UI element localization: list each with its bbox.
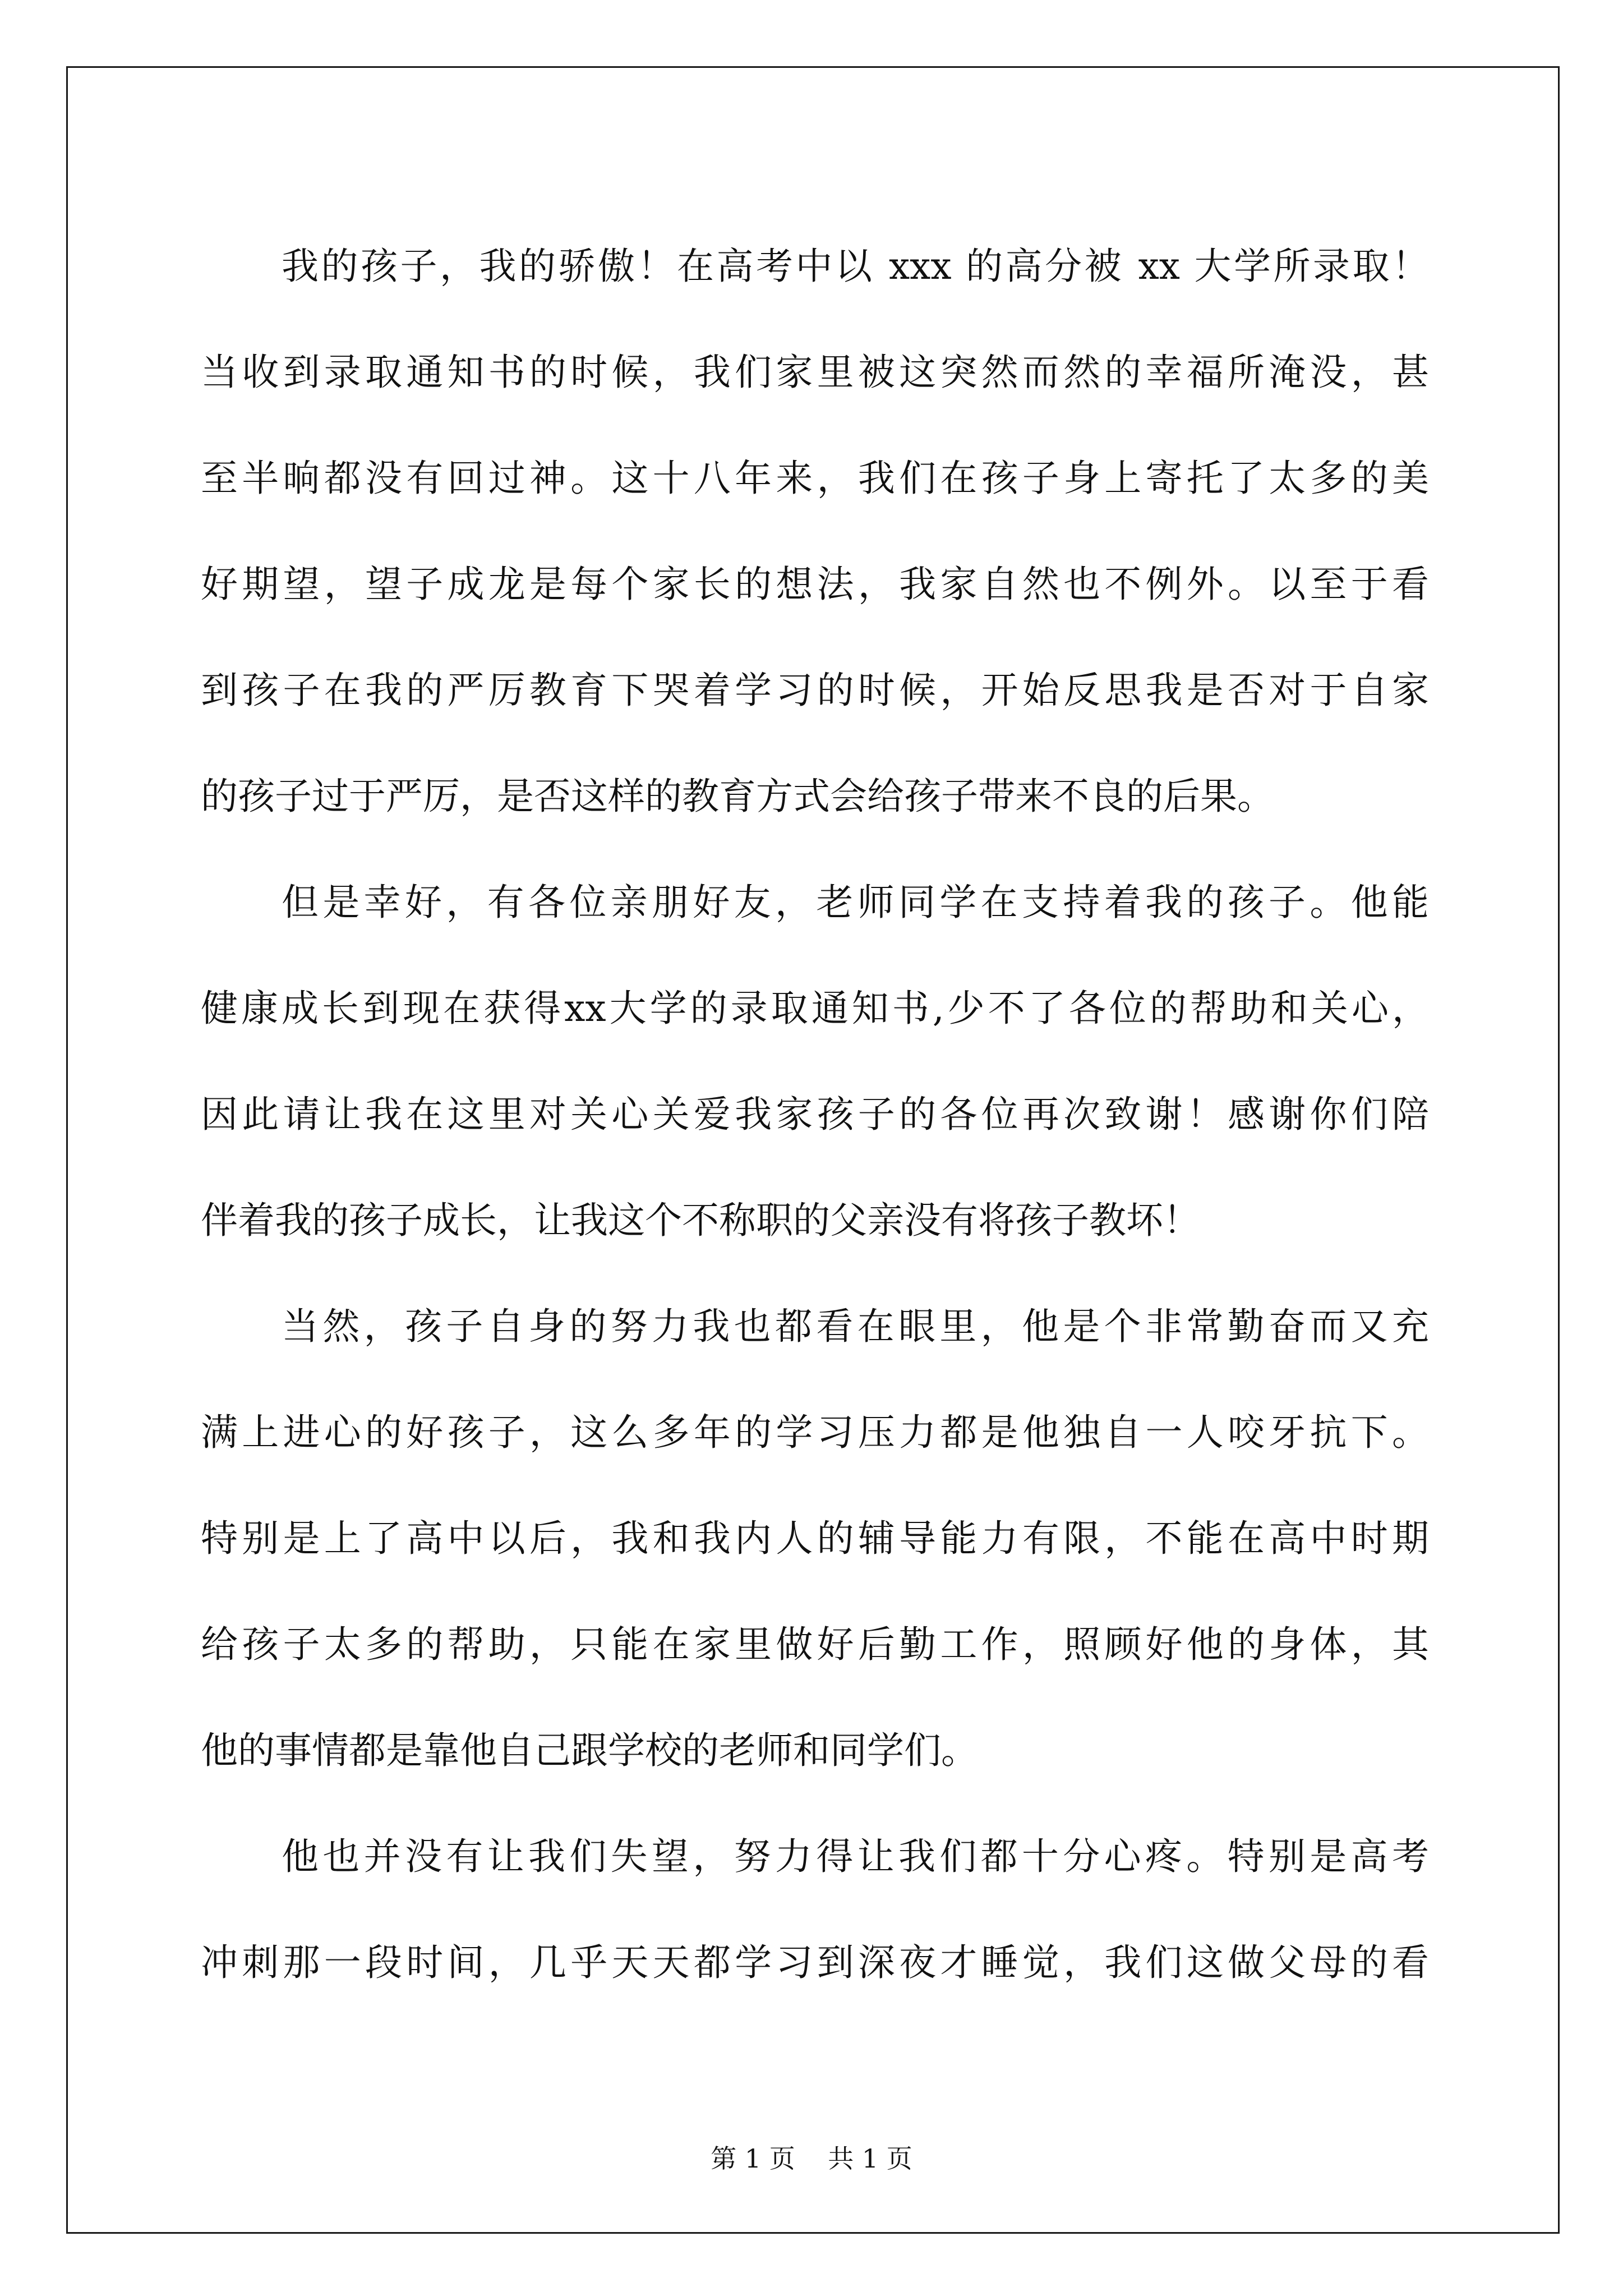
- paragraph-1-line-5: 到孩子在我的严厉教育下哭着学习的时候，开始反思我是否对于自家: [201, 669, 1429, 712]
- paragraph-4-line-2: 冲刺那一段时间，几乎天天都学习到深夜才睡觉，我们这做父母的看: [201, 1941, 1429, 1984]
- paragraph-3-line-3: 特别是上了高中以后，我和我内人的辅导能力有限，不能在高中时期: [201, 1517, 1429, 1560]
- paragraph-3-line-2: 满上进心的好孩子，这么多年的学习压力都是他独自一人咬牙抗下。: [201, 1411, 1429, 1454]
- paragraph-2-line-4: 伴着我的孩子成长，让我这个不称职的父亲没有将孩子教坏！: [201, 1199, 1200, 1242]
- page-footer: 第 1 页 共 1 页: [711, 2143, 912, 2174]
- paragraph-4-line-1: 他也并没有让我们失望，努力得让我们都十分心疼。特别是高考: [282, 1835, 1429, 1878]
- paragraph-1-line-2: 当收到录取通知书的时候，我们家里被这突然而然的幸福所淹没，甚: [201, 351, 1429, 394]
- paragraph-3-line-4: 给孩子太多的帮助，只能在家里做好后勤工作，照顾好他的身体，其: [201, 1623, 1429, 1666]
- paragraph-3-line-1: 当然，孩子自身的努力我也都看在眼里，他是个非常勤奋而又充: [282, 1305, 1429, 1348]
- paragraph-2-line-1: 但是幸好，有各位亲朋好友，老师同学在支持着我的孩子。他能: [282, 881, 1429, 924]
- paragraph-3-line-5: 他的事情都是靠他自己跟学校的老师和同学们。: [201, 1729, 978, 1772]
- paragraph-1-line-1: 我的孩子，我的骄傲！在高考中以 xxx 的高分被 xx 大学所录取！: [282, 245, 1429, 288]
- paragraph-1-line-3: 至半晌都没有回过神。这十八年来，我们在孩子身上寄托了太多的美: [201, 457, 1429, 500]
- paragraph-1-line-6: 的孩子过于严厉，是否这样的教育方式会给孩子带来不良的后果。: [201, 775, 1274, 818]
- document-body: [201, 213, 1429, 2016]
- paragraph-2-line-3: 因此请让我在这里对关心关爱我家孩子的各位再次致谢！感谢你们陪: [201, 1093, 1429, 1136]
- paragraph-1-line-4: 好期望，望子成龙是每个家长的想法，我家自然也不例外。以至于看: [201, 563, 1429, 606]
- paragraph-2-line-2: 健康成长到现在获得xx大学的录取通知书,少不了各位的帮助和关心，: [201, 987, 1429, 1030]
